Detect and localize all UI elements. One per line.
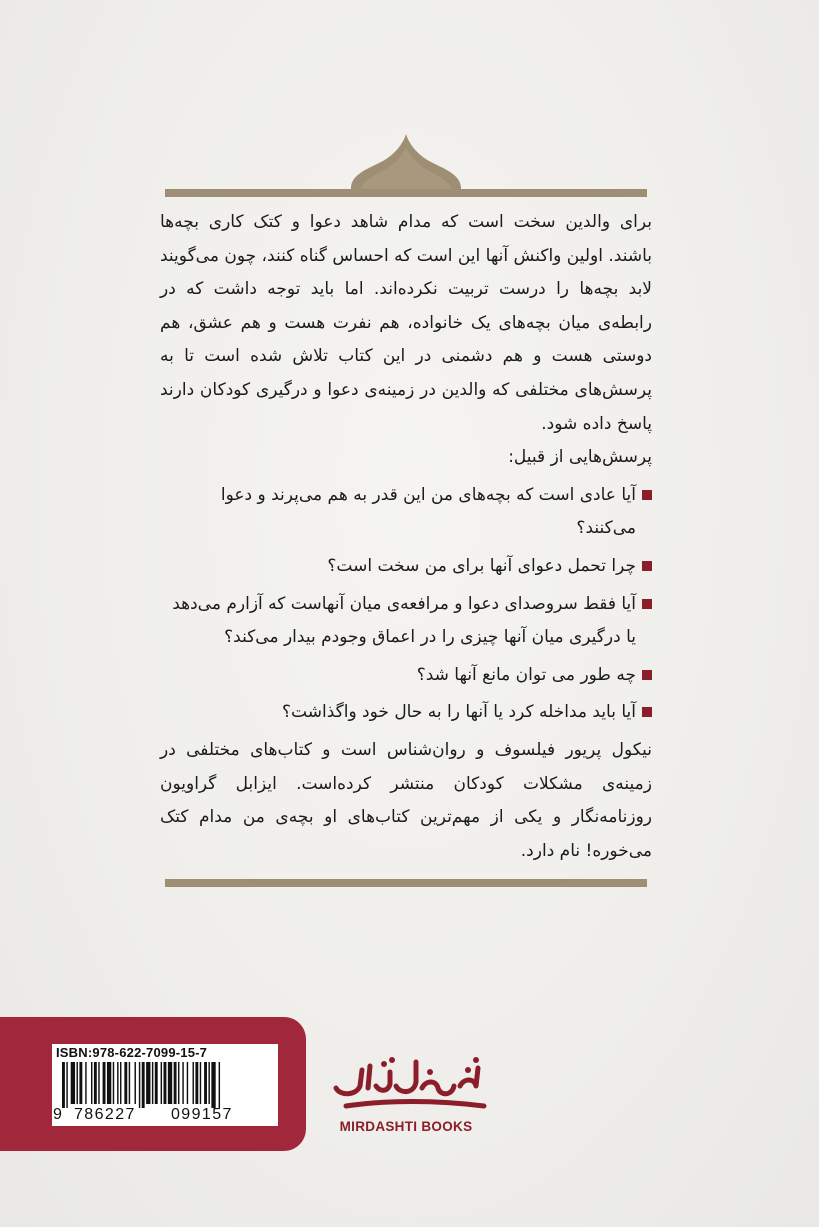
intro-paragraph: برای والدین سخت است که مدام شاهد دعوا و کتک کاری بچه‌ها باشند. اولین واکنش آنها این است که احساس گناه کنند، چون می‌گویند لابد بچه‌ها را درست تربیت نکرده‌اند. اما باید توجه داشت که در رابطه‌ی میان بچه‌های یک خانواده، هم نفرت هست و هم عشق، هم دوستی هست و هم دشمنی در این کتاب تلاش شده است تا به پرسش‌های مختلفی که والدین در زمینه‌ی دعوا و درگیری کودکان دارند پاسخ داده شود. [160,212,652,434]
isbn-barcode-box [52,1044,278,1126]
back-cover-text [160,206,652,868]
isbn-number: ISBN:978-622-7099-15-7 [56,1045,208,1060]
barcode-digits-left: 786227 [74,1106,136,1123]
square-bullet-icon [642,490,652,500]
question-item [160,479,652,546]
barcode-digits [52,1106,278,1124]
question-text: آیا فقط سروصدای دعوا و مرافعه‌ی میان آنهاست که آزارم می‌دهد یا درگیری میان آنها چیزی را در اعماق وجودم بیدار می‌کند؟ [172,593,636,648]
square-bullet-icon [642,561,652,571]
question-text: آیا باید مداخله کرد یا آنها را به حال خود واگذاشت؟ [282,702,636,723]
question-text: آیا عادی است که بچه‌های من این قدر به هم می‌پرند و دعوا می‌کنند؟ [220,484,636,539]
barcode-icon [62,1062,272,1108]
question-item [160,696,652,730]
barcode-digits-right: 099157 [171,1106,233,1123]
divider-bar [165,879,647,887]
question-item [160,588,652,655]
publisher-name: MIRDASHTI BOOKS [339,1119,473,1134]
barcode-digit-first: 9 [53,1106,62,1123]
question-item [160,550,652,584]
publisher-logo [326,1052,496,1138]
question-item [160,659,652,693]
authors-paragraph: نیکول پریور فیلسوف و روان‌شناس است و کتاب‌های مختلفی در زمینه‌ی مشکلات کودکان منتشر کرده‌است. ایزابل گراویون روزنامه‌نگار و یکی از مهم‌ترین کتاب‌های او بچه‌ی من مدام کتک می‌خوره! نام دارد. [160,739,652,861]
question-text: چه طور می توان مانع آنها شد؟ [416,664,636,685]
dome-ornament-icon [165,134,647,198]
mirdashti-logo-icon [326,1052,496,1114]
square-bullet-icon [642,707,652,717]
square-bullet-icon [642,670,652,680]
question-text: چرا تحمل دعوای آنها برای من سخت است؟ [327,555,636,576]
square-bullet-icon [642,599,652,609]
questions-intro: پرسش‌هایی از قبیل: [508,447,652,468]
